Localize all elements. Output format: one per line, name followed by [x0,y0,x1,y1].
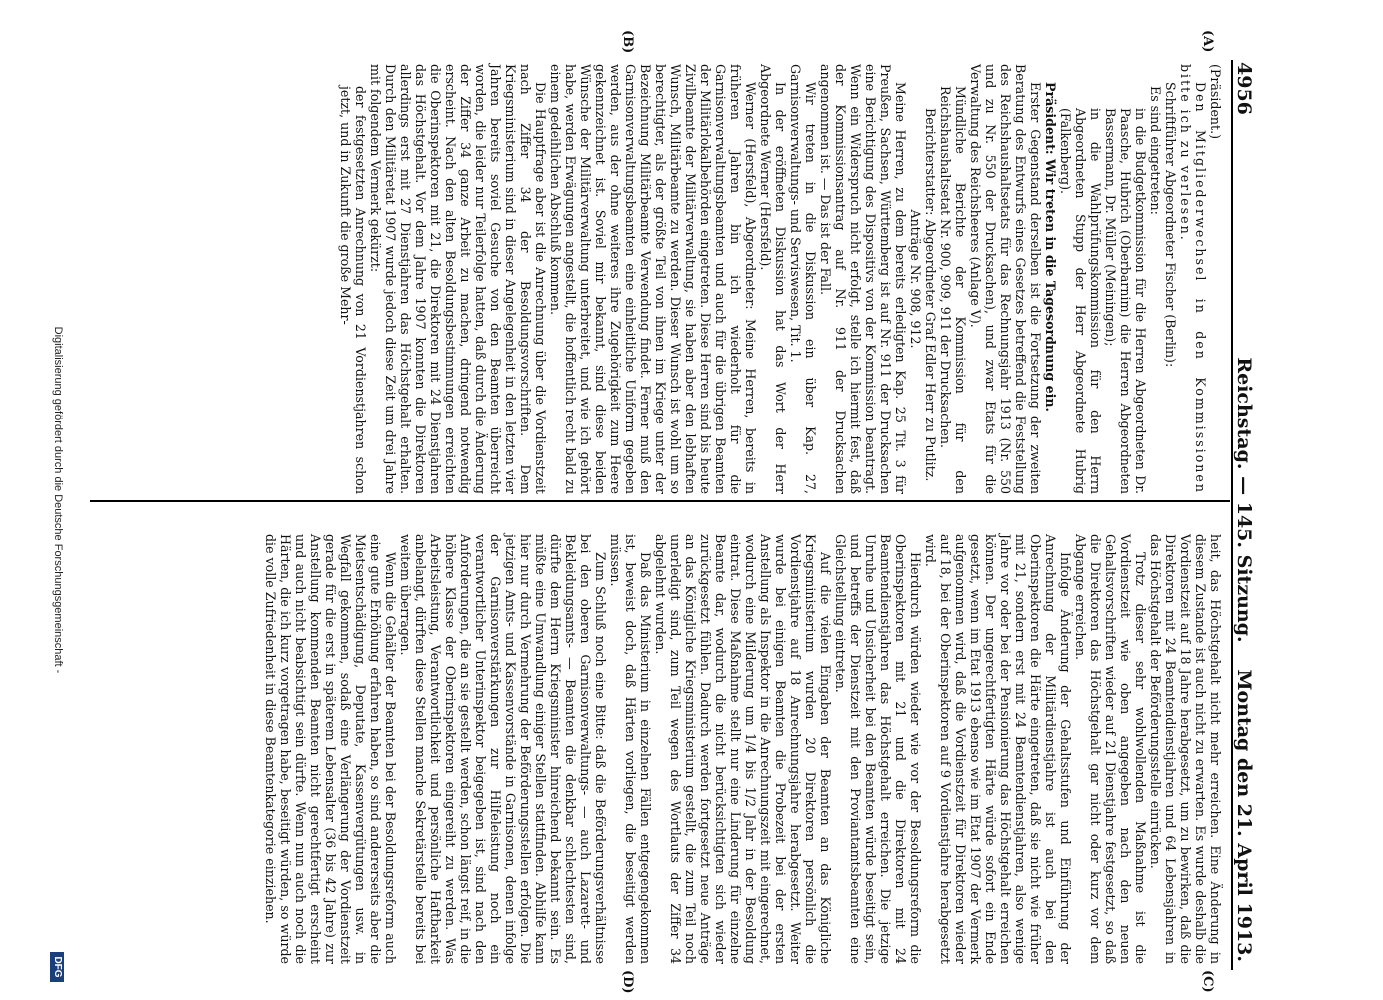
dfg-logo: DFG [50,952,64,982]
right-column [263,534,1223,964]
page-date: Montag den 21. April 1913. [1233,669,1255,962]
left-p10: Anträge Nr. 908, 912. [908,209,923,349]
left-p8: Mündliche Berichte der Kommission für den Reichshaushaltsetat Nr. 900, 909, 911 der Drucksachen. [938,86,968,494]
right-p7: Wenn die Gehälter der Beamten bei der Besoldungsreform auch eine gute Erhöhung erfahren haben, so sind andererseits aber die Mietsentschädigung, Deputate, Kassenvergütungen usw. in Wegfall gekommen, sodaß eine Verlängerung der Vordienstzeit gerade für die erst in späterem Lebensalter (36 bis 42 Jahre) zur Anstellung kommenden Beamten nicht gerechtfertigt erscheint und auch nicht beabsichtigt sein dürfte. Wenn nun auch noch die Härten, die ich kurz vorgetragen habe, beseitigt würden, so würde die volle Zufriedenheit in diese Beamtenkategorie einziehen. [263,534,398,964]
margin-mark-d: (D) [620,970,635,994]
left-p16: der festgesetzten Anrechnung von 21 Vordienstjahren schon jetzt, und in Zukunft die große Mehr- [338,86,368,494]
right-p5: Daß das Ministerium in einzelnen Fällen entgegengekommen ist, beweist doch, daß Härten vorliegen, die beseitigt werden müssen. [608,534,653,964]
left-p4: in die Budgetkommission für die Herren Abgeordneten Dr. Paasche, Hubrich (Oberbarnim) die Herren Abgeordneten Bassermann, Dr. Müller (Meiningen); [1103,108,1148,494]
page-header [1233,0,1275,1000]
right-p6: Zum Schluß noch eine Bitte: daß die Beförderungsverhältnisse bei den oberen Garnisonverwaltungs- — auch Lazarett- und Bekleidungsamts- — Beamten die denkbar schlechtesten sind, dürfte dem Herrn Kriegsminister hinreichend bekannt sein. Es müßte eine Umwandlung einiger Stellen stattfinden. Abhilfe kann hier nur durch Vermehrung der Beförderungsstellen erfolgen. Die jetzigen Amts- und Kassenvorstände in Garnisonen, denen infolge der Garnisonverstärkungen zur Hilfeleistung noch ein verantwortlicher Unterinspektor beigegeben ist, sind nach den Anforderungen, die an sie gestellt werden, schon längst reif, in die höhere Klasse der Oberinspektoren eingereiht zu werden. Was Arbeitsleistung, Verantwortlichkeit und persönliche Haftbarkeit anbelangt, dürften diese Stellen manche Sekretärstelle bereits bei weitem überragen. [398,534,608,964]
rotated-page [50,0,1275,1000]
left-p0: (Präsident.) [1208,64,1223,140]
right-p3: Hierdurch würden wieder wie vor der Besoldungsreform die Oberinspektoren mit 21 und die Direktoren mit 24 Beamtendienstjahren das Höchstgehalt erreichen. Die jetzige Unruhe und Unsicherheit bei den Beamten würde beseitigt sein, und betreffs der Dienstzeit mit den Proviantamtsbeamten eine Gleichstellung eintreten. [833,534,923,964]
footer-text: Digitalisierung gefördert durch die Deutsche Forschungsgemeinschaft - [52,326,64,674]
left-p12: Wir treten in die Diskussion ein über Kap. 27, Garnisonverwaltungs- und Serviswesen, Tit. 1. [788,64,818,494]
left-p14: Werner (Hersfeld), Abgeordneter: Meine Herren, bereits in früheren Jahren bin ich wiederholt für die Garnisonverwaltungsbeamten und auch für die übrigen Beamten der Militärlokalbehörden eingetreten. Diese Herren sind bis heute Zivilbeamte der Militärverwaltung, sie haben aber den lebhaften Wunsch, Militärbeamte zu werden. Dieser Wunsch ist wohl um so berechtigter, als der größte Teil von ihnen im Kriege unter der Bezeichnung Militärbeamte Verwendung findet. Ferner muß den Garnisonverwaltungsbeamten eine einheitliche Uniform gegeben werden, aus der ohne weiteres ihre Zugehörigkeit zum Heere gekennzeichnet ist. Soviel mir bekannt, sind diese beiden Wünsche der Militärverwaltung unterbreitet, und wie ich gehört habe, werden Erwägungen angestellt, die hoffentlich recht bald zu einem gedeihlichen Abschluß kommen. [548,64,758,494]
right-p0: heit, das Höchstgehalt nicht mehr erreichen. Eine Änderung in diesem Zustande ist auch nicht zu erwarten. Es wurde deshalb die Vordienstzeit auf 18 Jahre herabgesetzt, um zu bewirken, daß die Direktoren mit 24 Beamtendienstjahren und 64 Lebensjahren in das Höchstgehalt der Beförderungsstelle einrücken. [1148,534,1223,964]
right-p4: Auf die vielen Eingaben der Beamten an das Königliche Kriegsministerium wurden 20 Direktoren persönlich die Vordienstjahre auf 18 Anrechnungsjahre herabgesetzt. Weiter wurde bei einigen Beamten die Probezeit bei der ersten Anstellung als Inspektor in die Anrechnungszeit mit eingerechnet, wodurch eine Milderung um 1/4 bis 1/2 Jahr in der Besoldung eintrat. Diese Maßnahme stellt nur eine Linderung für einzelne Beamte dar, wodurch die nicht berücksichtigten sich wieder zurückgesetzt fühlen. Dadurch werden fortgesetzt neue Anträge an das Königliche Kriegsministerium gestellt, die zum Teil noch unerledigt sind, zum Teil wegen des Wortlauts der Ziffer 34 abgelehnt wurden. [653,534,833,964]
margin-mark-b: (B) [620,30,635,54]
left-p2: Schriftführer Abgeordneter Fischer (Berlin): [1163,82,1178,368]
margin-mark-a: (A) [1200,30,1215,53]
left-p5: in die Wahlprüfungskommission für den Herrn Abgeordneten Stupp der Herr Abgeordnete Hubrig (Falkenberg). [1058,108,1103,494]
left-column [338,64,1223,494]
right-p2: Infolge Änderung der Gehaltsstufen und Einführung der Anrechnung der Militärdienstjahre ist auch bei den Oberinspektoren die Härte eingetreten, daß sie nicht wie früher mit 21, sondern erst mit 24 Beamtendienstjahren, also wenige Jahre vor oder bei der Pensionierung das Höchstgehalt erreichen können. Der ungerechtfertigten Härte würde sofort ein Ende gesetzt, wenn im Etat 1913 ebenso wie im Etat 1907 der Vermerk aufgenommen wird, daß die Vordienstzeit für Direktoren wieder auf 18, bei der Oberinspektoren auf 9 Vordienstjahre herabgesetzt wird. [923,534,1073,964]
column-rule [90,500,1230,502]
left-p7: Erster Gegenstand derselben ist die Fortsetzung der zweiten Beratung des Entwurfs eines Gesetzes betreffend die Feststellung des Reichshaushaltsetats für das Rechnungsjahr 1913 (Nr. 550 und zu Nr. 550 der Drucksachen), und zwar Etats für die Verwaltung des Reichsheeres (Anlage V). [968,64,1043,494]
page-number: 4956 [1233,62,1255,115]
right-p1: Trotz dieser sehr wohlwollenden Maßnahme ist die Vordienstzeit wie oben angegeben nach den neuen Gehaltsvorschriften wieder auf 21 Dienstjahre festgesetzt, so daß die Direktoren das Höchstgehalt gar nicht oder kurz vor dem Abgange erreichen. [1073,534,1148,964]
left-p6: Präsident: Wir treten in die Tagesordnung ein. [1043,82,1058,412]
left-p15: Die Hauptfrage aber ist die Anrechnung über die Vordienstzeit nach Ziffer 34 der Besoldungsvorschriften. Dem Kriegsministerium sind in dieser Angelegenheit in den letzten vier Jahren bereits soviel Gesuche von den Beamten überreicht worden, die leider nur Teilerfolge hatten, daß durch die Änderung der Ziffer 34 ganze Arbeit zu machen, dringend notwendig erscheint. Nach den alten Besoldungsbestimmungen erreichten die Oberinspektoren mit 21, die Direktoren mit 24 Dienstjahren das Höchstgehalt. Vor dem Jahre 1907 konnten die Direktoren allerdings erst mit 27 Dienstjahren das Höchstgehalt erhalten. Durch den Militäretat 1907 wurde jedoch diese Zeit um drei Jahre mit folgendem Vermerk gekürzt: [368,64,548,494]
header-rule [1231,60,1233,970]
left-p9: Berichterstatter: Abgeordneter Graf Edler Herr zu Putlitz. [923,108,938,482]
left-p13: In der eröffneten Diskussion hat das Wort der Herr Abgeordnete Werner (Hersfeld). [758,64,788,494]
footer-credit [52,0,64,1000]
page-title: Reichstag. — 145. Sitzung. [1233,357,1255,643]
left-p1: Den Mitgliederwechsel in den Kommissionen bitte ich zu verlesen. [1178,64,1208,494]
margin-mark-c: (C) [1200,970,1215,993]
left-p11: Meine Herren, zu dem bereits erledigten Kap. 25 Tit. 3 für Preußen, Sachsen, Württemberg ist auf Nr. 911 der Drucksachen eine Berichtigung des Dispositivs von der Kommission beantragt. Wenn ein Widerspruch nicht erfolgt, stelle ich hiermit fest, daß der Kommissionsantrag auf Nr. 911 der Drucksachen angenommen ist. — Das ist der Fall. [818,64,908,494]
left-p3: Es sind eingetreten: [1148,86,1163,215]
